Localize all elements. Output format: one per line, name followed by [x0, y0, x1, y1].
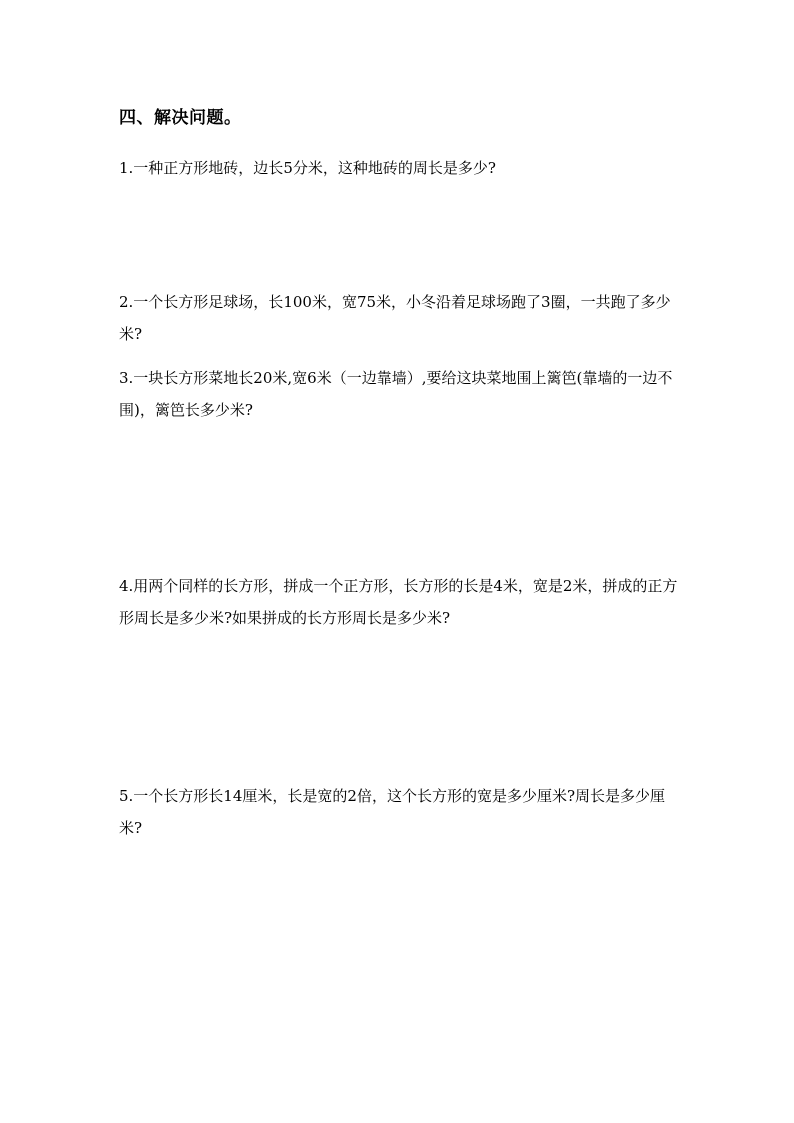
question-4: 4.用两个同样的长方形，拼成一个正方形，长方形的长是4米，宽是2米，拼成的正方形周长是多少米?如果拼成的长方形周长是多少米?: [119, 577, 678, 627]
question-2: 2.一个长方形足球场，长100米，宽75米，小冬沿着足球场跑了3圈，一共跑了多少米?: [119, 293, 671, 343]
section-title: 四、解决问题。: [119, 108, 242, 128]
question-1: 1.一种正方形地砖，边长5分米，这种地砖的周长是多少?: [119, 159, 496, 177]
question-5: 5.一个长方形长14厘米，长是宽的2倍，这个长方形的宽是多少厘米?周长是多少厘米?: [119, 787, 665, 837]
question-3: 3.一块长方形菜地长20米,宽6米（一边靠墙）,要给这块菜地围上篱笆(靠墙的一边不围)，篱笆长多少米?: [119, 369, 673, 419]
